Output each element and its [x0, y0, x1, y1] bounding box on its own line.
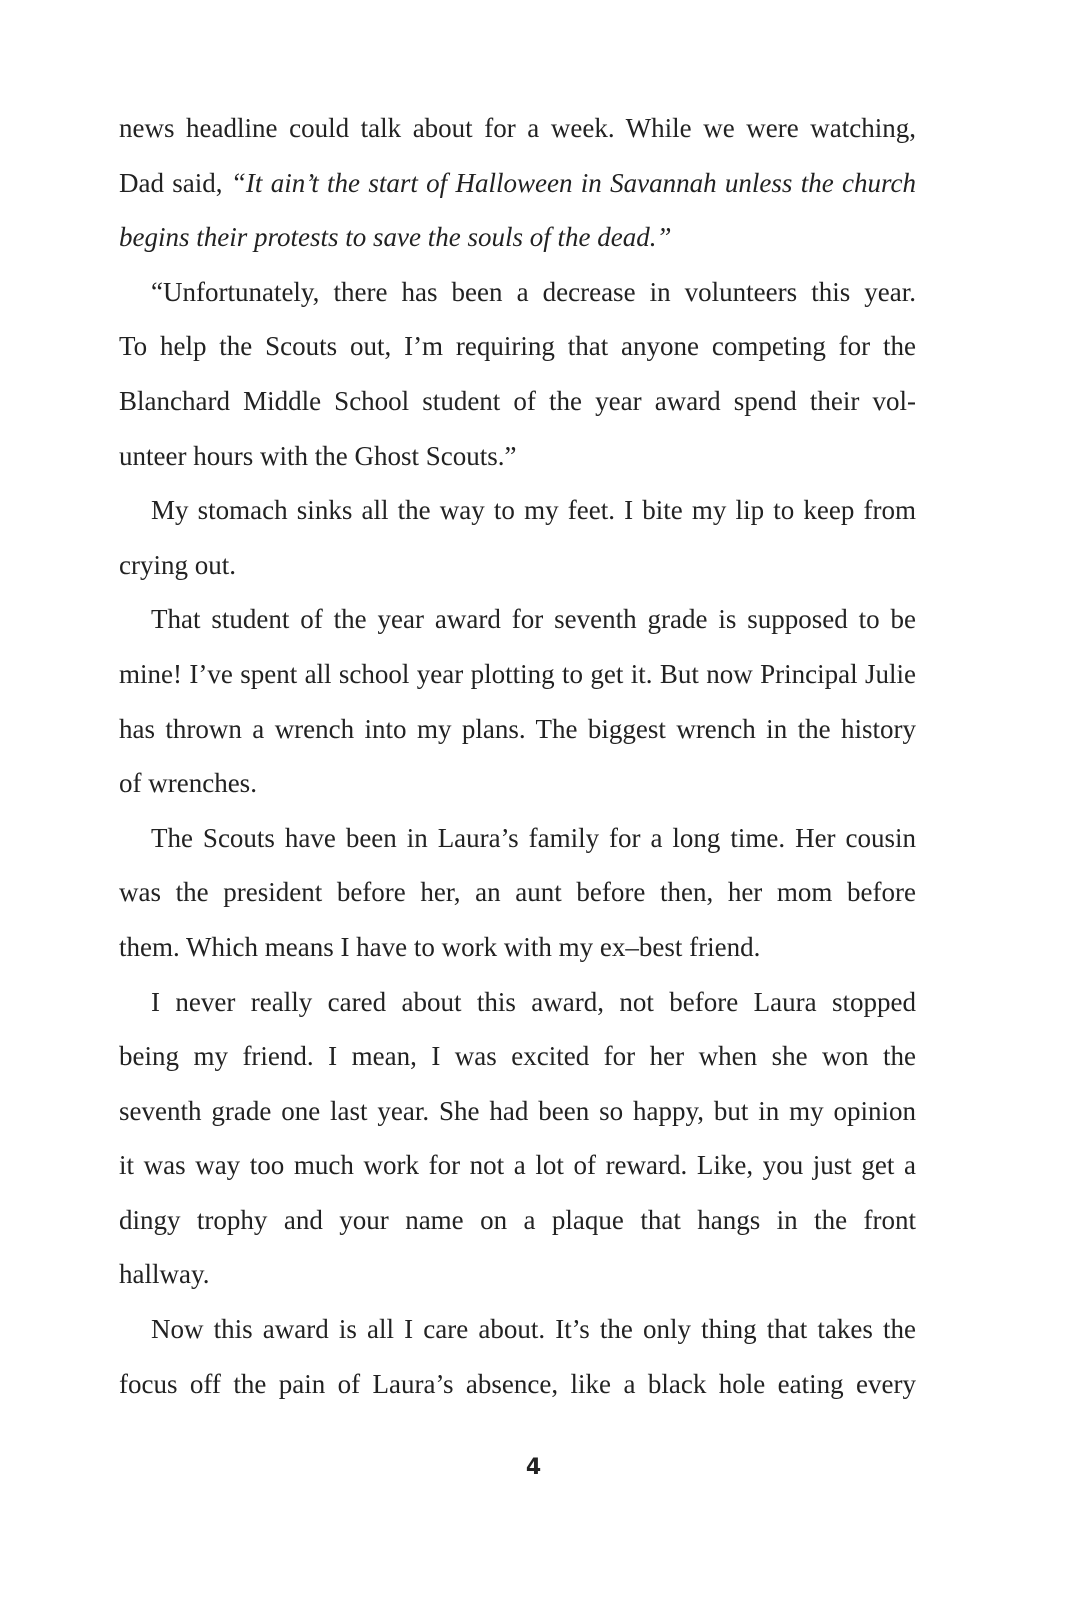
text-segment: hallway.	[119, 1259, 210, 1290]
text-line	[119, 483, 916, 538]
paragraph	[119, 101, 916, 265]
text-line	[119, 210, 916, 265]
text-line	[119, 538, 916, 593]
text-segment: Now this award is all I care about. It’s the only thing that takes the	[151, 1314, 916, 1345]
paragraph	[119, 265, 916, 483]
text-segment: I never really cared about this award, not before Laura stopped	[151, 986, 916, 1017]
text-line	[119, 756, 916, 811]
text-line	[119, 1247, 916, 1302]
text-segment: it was way too much work for not a lot of reward. Like, you just get a	[119, 1150, 916, 1181]
text-line	[119, 1357, 916, 1412]
paragraph	[119, 1302, 916, 1411]
text-line	[119, 319, 916, 374]
text-line	[119, 592, 916, 647]
text-segment: To help the Scouts out, I’m requiring that anyone competing for the	[119, 331, 916, 362]
text-segment-italic: begins their protests to save the souls of the dead.”	[119, 222, 672, 253]
text-segment: being my friend. I mean, I was excited for her when she won the	[119, 1041, 916, 1072]
text-line	[119, 1138, 916, 1193]
text-line	[119, 1029, 916, 1084]
text-segment: has thrown a wrench into my plans. The biggest wrench in the history	[119, 713, 916, 744]
body-text	[119, 101, 916, 1411]
text-segment: them. Which means I have to work with my ex–best friend.	[119, 931, 761, 962]
text-line	[119, 1193, 916, 1248]
text-line	[119, 156, 916, 211]
text-line	[119, 265, 916, 320]
text-segment: focus off the pain of Laura’s absence, like a black hole eating every	[119, 1368, 916, 1399]
paragraph	[119, 592, 916, 810]
text-segment: of wrenches.	[119, 768, 257, 799]
text-line	[119, 702, 916, 757]
text-line	[119, 920, 916, 975]
text-segment: seventh grade one last year. She had been so happy, but in my opinion	[119, 1095, 916, 1126]
text-segment: That student of the year award for seventh grade is supposed to be	[151, 604, 916, 635]
text-segment: Dad said,	[119, 167, 231, 198]
text-segment: My stomach sinks all the way to my feet. I bite my lip to keep from	[151, 495, 916, 526]
text-line	[119, 374, 916, 429]
page-number: 4	[525, 1455, 542, 1480]
paragraph	[119, 483, 916, 592]
text-segment: Blanchard Middle School student of the year award spend their vol-	[119, 385, 916, 416]
text-line	[119, 811, 916, 866]
paragraph	[119, 811, 916, 975]
text-segment: The Scouts have been in Laura’s family for a long time. Her cousin	[151, 822, 916, 853]
text-segment: crying out.	[119, 549, 236, 580]
text-segment-italic: “It ain’t the start of Halloween in Savannah unless the church	[230, 167, 917, 198]
text-segment: dingy trophy and your name on a plaque that hangs in the front	[119, 1204, 916, 1235]
text-line	[119, 429, 916, 484]
text-line	[119, 1084, 916, 1139]
text-segment: news headline could talk about for a week. While we were watching,	[119, 113, 916, 143]
text-line	[119, 865, 916, 920]
text-segment: unteer hours with the Ghost Scouts.”	[119, 440, 517, 471]
text-segment: “Unfortunately, there has been a decrease in volunteers this year.	[151, 276, 916, 307]
text-segment: mine! I’ve spent all school year plotting to get it. But now Principal Julie	[119, 658, 916, 689]
text-segment: was the president before her, an aunt before then, her mom before	[119, 877, 916, 908]
text-line	[119, 647, 916, 702]
paragraph	[119, 975, 916, 1303]
text-line	[119, 101, 916, 156]
text-line	[119, 1302, 916, 1357]
text-line	[119, 975, 916, 1030]
